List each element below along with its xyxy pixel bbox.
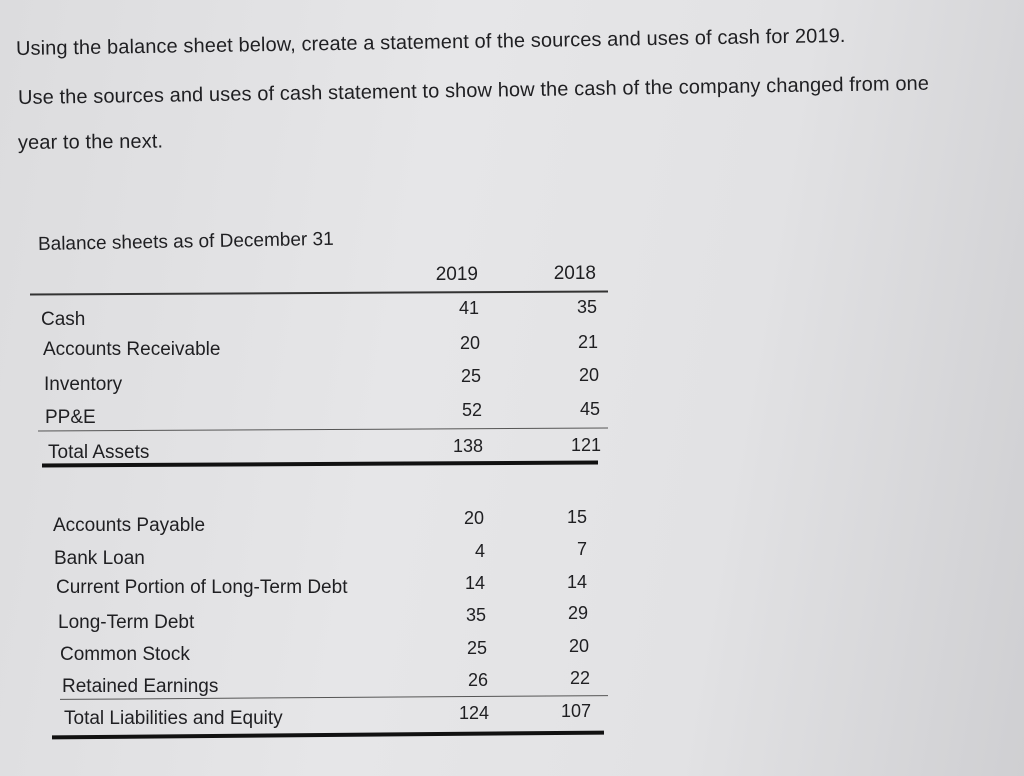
subtotal-rule xyxy=(38,428,608,432)
cell-total-liabilities-2019: 124 xyxy=(458,703,489,723)
cell-common-stock-2018: 20 xyxy=(568,636,589,656)
row-label-current-ltd: Current Portion of Long-Term Debt xyxy=(56,577,348,598)
row-label-cash: Cash xyxy=(41,309,86,330)
row-label-accounts-payable: Accounts Payable xyxy=(53,515,206,536)
row-label-accounts-receivable: Accounts Receivable xyxy=(43,339,221,360)
cell-common-stock-2019: 25 xyxy=(466,638,487,658)
cell-cash-2018: 35 xyxy=(576,297,597,317)
cell-total-assets-2018: 121 xyxy=(570,435,601,455)
cell-inventory-2018: 20 xyxy=(578,365,599,385)
header-rule xyxy=(30,290,608,295)
instruction-line-1: Using the balance sheet below, create a statement of the sources and uses of cash for 2019. xyxy=(15,24,846,60)
table-title: Balance sheets as of December 31 xyxy=(37,228,334,255)
cell-ap-2018: 15 xyxy=(566,507,587,527)
cell-ar-2019: 20 xyxy=(459,333,480,353)
cell-bank-loan-2019: 4 xyxy=(474,541,485,561)
cell-ltd-2019: 35 xyxy=(465,605,486,625)
cell-ap-2019: 20 xyxy=(463,508,484,528)
row-label-bank-loan: Bank Loan xyxy=(54,548,145,569)
row-label-ppe: PP&E xyxy=(45,407,96,428)
cell-ppe-2019: 52 xyxy=(461,400,482,420)
cell-total-liabilities-2018: 107 xyxy=(560,701,591,721)
cell-ar-2018: 21 xyxy=(577,332,598,352)
row-label-common-stock: Common Stock xyxy=(60,644,190,665)
cell-retained-earnings-2018: 22 xyxy=(569,668,590,688)
row-label-total-assets: Total Assets xyxy=(48,442,150,463)
row-label-long-term-debt: Long-Term Debt xyxy=(58,612,195,633)
cell-ltd-2018: 29 xyxy=(567,603,588,623)
row-label-total-liabilities-equity: Total Liabilities and Equity xyxy=(64,708,283,729)
total-liabilities-rule xyxy=(52,731,604,740)
cell-current-ltd-2019: 14 xyxy=(464,573,485,593)
row-label-retained-earnings: Retained Earnings xyxy=(62,676,219,697)
cell-current-ltd-2018: 14 xyxy=(566,572,587,592)
year-header-2018: 2018 xyxy=(553,263,596,284)
cell-inventory-2019: 25 xyxy=(460,366,481,386)
cell-bank-loan-2018: 7 xyxy=(576,539,587,559)
row-label-inventory: Inventory xyxy=(44,374,123,395)
cell-ppe-2018: 45 xyxy=(579,399,600,419)
cell-retained-earnings-2019: 26 xyxy=(467,670,488,690)
cell-cash-2019: 41 xyxy=(458,298,479,318)
year-header-2019: 2019 xyxy=(435,264,478,285)
instruction-line-3: year to the next. xyxy=(17,130,164,154)
cell-total-assets-2019: 138 xyxy=(452,436,483,456)
instruction-line-2: Use the sources and uses of cash statement to show how the cash of the company changed from one xyxy=(17,72,930,109)
